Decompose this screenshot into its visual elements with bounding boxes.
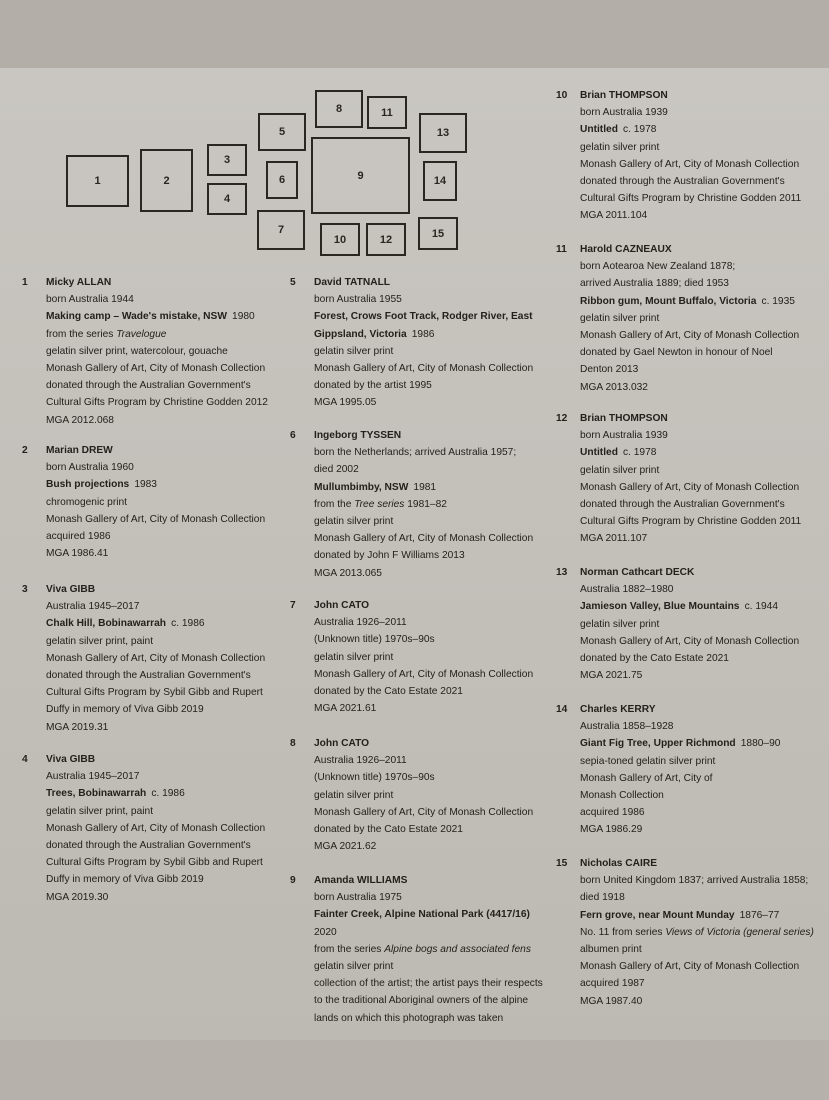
wall-background-bottom — [0, 1040, 829, 1100]
caption-text: gelatin silver print — [314, 960, 394, 972]
diagram-box-10: 10 — [320, 223, 360, 256]
artist-name: Micky ALLAN — [46, 277, 112, 288]
caption-line — [46, 494, 265, 511]
caption-text: donated through the Australian Government's — [46, 669, 251, 681]
caption-text: chromogenic print — [46, 496, 127, 508]
caption-line — [580, 753, 780, 770]
artist-name: Brian THOMPSON — [580, 413, 668, 424]
caption-line — [314, 889, 543, 906]
caption-text: MGA 2011.104 — [580, 210, 648, 222]
caption-text: MGA 2021.61 — [314, 703, 377, 715]
caption-text: acquired 1986 — [580, 807, 645, 819]
caption-line — [314, 975, 543, 992]
caption-line — [314, 343, 533, 360]
diagram-box-8: 8 — [315, 90, 363, 128]
caption-line — [580, 513, 801, 530]
caption-text: acquired 1986 — [46, 530, 111, 542]
caption-line — [580, 462, 801, 479]
caption-line — [314, 804, 533, 821]
caption-line — [46, 889, 265, 906]
series-title: Alpine bogs and associated fens — [384, 943, 531, 955]
caption-line — [314, 683, 533, 700]
caption-line — [46, 719, 265, 736]
artwork-date: c. 1986 — [171, 618, 205, 630]
caption-line — [46, 377, 268, 394]
caption-text: MGA 1986.29 — [580, 824, 643, 836]
caption-line — [580, 941, 814, 958]
caption-line — [46, 308, 268, 325]
caption-text: Denton 2013 — [580, 364, 639, 376]
caption-text: No. 11 from series — [580, 926, 666, 938]
artist-name: Viva GIBB — [46, 754, 96, 765]
caption-line — [46, 633, 265, 650]
caption-text: MGA 2019.30 — [46, 891, 109, 903]
caption-line — [580, 993, 814, 1010]
caption-line — [580, 975, 814, 992]
caption-line — [46, 412, 268, 429]
caption-line — [580, 361, 799, 378]
caption-line — [580, 207, 801, 224]
caption-text: gelatin silver print, paint — [46, 805, 154, 817]
caption-text: Monash Gallery of Art, City of Monash Collection — [46, 822, 266, 834]
caption-line — [580, 427, 801, 444]
caption-line — [314, 838, 533, 855]
caption-line — [580, 121, 801, 138]
caption-line — [580, 735, 780, 752]
caption-line — [580, 530, 801, 547]
caption-text: 2020 — [314, 926, 337, 938]
caption-number: 11 — [556, 244, 567, 255]
caption-line — [314, 769, 533, 786]
caption-line — [580, 444, 801, 461]
artwork-title: Giant Fig Tree, Upper Richmond — [580, 738, 736, 750]
artwork-title: Making camp – Wade's mistake, NSW — [46, 311, 227, 323]
caption-number: 5 — [290, 277, 296, 288]
artwork-date: 1983 — [134, 479, 157, 491]
artwork-date: 1981 — [413, 481, 437, 493]
caption-line — [580, 173, 801, 190]
caption-line — [314, 496, 533, 513]
caption-text: albumen print — [580, 943, 642, 955]
caption-text: gelatin silver print — [580, 312, 660, 324]
caption-line — [314, 565, 533, 582]
caption-line — [314, 666, 533, 683]
artist-name: Viva GIBB — [46, 584, 96, 595]
caption-text: gelatin silver print — [314, 515, 394, 527]
series-title: Tree series — [354, 498, 405, 510]
caption-text: from the series — [46, 328, 117, 340]
artwork-title: Forest, Crows Foot Track, Rodger River, East — [314, 311, 533, 323]
artist-name: Marian DREW — [46, 445, 113, 456]
caption-line — [580, 258, 799, 275]
caption-date: 1981–82 — [404, 498, 447, 510]
artwork-title: Ribbon gum, Mount Buffalo, Victoria — [580, 295, 757, 307]
artist-name: Norman Cathcart DECK — [580, 567, 695, 578]
wall-background-top — [0, 0, 829, 68]
series-title: Travelogue — [116, 328, 167, 340]
caption-text: born Australia 1955 — [314, 294, 402, 306]
artwork-date: c. 1986 — [151, 788, 185, 800]
caption-line — [314, 992, 543, 1009]
artist-name: Nicholas CAIRE — [580, 858, 657, 869]
caption-line — [580, 889, 814, 906]
caption-line — [314, 479, 533, 496]
caption-text: gelatin silver print — [580, 464, 660, 476]
caption-number: 14 — [556, 704, 568, 715]
caption-text: from the series — [314, 943, 385, 955]
caption-text: donated through the Australian Government's — [580, 498, 785, 510]
caption-text: born Australia 1975 — [314, 892, 402, 904]
caption-text: died 2002 — [314, 464, 359, 476]
caption-text: gelatin silver print, watercolour, gouache — [46, 345, 228, 357]
caption-line — [46, 459, 265, 476]
caption-text: born the Netherlands; arrived Australia 1957; — [314, 447, 517, 459]
caption-line — [314, 291, 533, 308]
wall-label-panel — [0, 68, 829, 1040]
caption-line — [46, 394, 268, 411]
caption-text: collection of the artist; the artist pays their respects — [314, 978, 543, 990]
caption-text: MGA 2021.75 — [580, 670, 643, 682]
caption-line — [314, 700, 533, 717]
caption-text: Monash Gallery of Art, City of Monash Collection — [580, 481, 800, 493]
caption-line — [580, 293, 799, 310]
caption-line — [580, 821, 780, 838]
caption-line — [314, 547, 533, 564]
caption-text: Cultural Gifts Program by Christine Godden 2012 — [46, 397, 268, 409]
caption-text: born Australia 1939 — [580, 107, 668, 119]
diagram-box-1: 1 — [66, 155, 129, 207]
caption-text: Duffy in memory of Viva Gibb 2019 — [46, 704, 204, 716]
artwork-date: 1980 — [232, 311, 255, 323]
caption-text: from the — [314, 498, 355, 510]
caption-number: 9 — [290, 875, 296, 886]
caption-text: donated by the Cato Estate 2021 — [314, 685, 463, 697]
caption-number: 12 — [556, 413, 568, 424]
diagram-box-7: 7 — [257, 210, 305, 250]
caption-line — [46, 511, 265, 528]
caption-number: 6 — [290, 430, 296, 441]
caption-line — [314, 649, 533, 666]
caption-line — [46, 871, 265, 888]
caption-number: 2 — [22, 445, 28, 456]
artwork-date: c. 1978 — [623, 447, 657, 459]
caption-line — [580, 156, 801, 173]
caption-text: Monash Gallery of Art, City of Monash Collection — [580, 329, 800, 341]
caption-text: MGA 1986.41 — [46, 548, 109, 560]
caption-line — [580, 667, 799, 684]
caption-line — [314, 360, 533, 377]
caption-line — [46, 701, 265, 718]
diagram-box-6: 6 — [266, 161, 298, 199]
caption-text: gelatin silver print, paint — [46, 635, 154, 647]
caption-line — [580, 581, 799, 598]
caption-line — [580, 190, 801, 207]
caption-line — [46, 837, 265, 854]
caption-line — [580, 633, 799, 650]
caption-number: 8 — [290, 738, 296, 749]
diagram-box-5: 5 — [258, 113, 306, 151]
artwork-title: Untitled — [580, 447, 618, 459]
caption-line — [46, 820, 265, 837]
caption-text: Monash Gallery of Art, City of Monash Collection — [580, 158, 800, 170]
diagram-box-12: 12 — [366, 223, 406, 256]
caption-line — [580, 327, 799, 344]
caption-text: Monash Gallery of Art, City of Monash Collection — [314, 533, 534, 545]
caption-text: Cultural Gifts Program by Sybil Gibb and Rupert — [46, 687, 263, 699]
caption-line — [314, 394, 533, 411]
caption-text: born Australia 1944 — [46, 294, 134, 306]
caption-line — [580, 496, 801, 513]
caption-line — [46, 326, 268, 343]
caption-text: arrived Australia 1889; died 1953 — [580, 278, 729, 290]
caption-text: Australia 1945–2017 — [46, 601, 140, 613]
caption-text: Monash Gallery of Art, City of — [580, 772, 713, 784]
caption-line — [46, 598, 265, 615]
caption-text: Cultural Gifts Program by Sybil Gibb and Rupert — [46, 857, 263, 869]
caption-line — [580, 344, 799, 361]
caption-text: MGA 2013.032 — [580, 381, 648, 393]
caption-text: lands on which this photograph was taken — [314, 1012, 504, 1024]
artwork-date: 1986 — [411, 328, 435, 340]
caption-line — [314, 821, 533, 838]
caption-line — [46, 785, 265, 802]
caption-line — [314, 326, 533, 343]
caption-text: born Australia 1960 — [46, 462, 134, 474]
caption-text: sepia-toned gelatin silver print — [580, 755, 716, 767]
caption-line — [314, 513, 533, 530]
artwork-date: 1876–77 — [739, 909, 780, 921]
caption-line — [314, 444, 533, 461]
caption-text: died 1918 — [580, 892, 625, 904]
caption-line — [46, 476, 265, 493]
artist-name: David TATNALL — [314, 277, 391, 288]
artwork-title: Fainter Creek, Alpine National Park (4417/16) — [314, 909, 530, 921]
artwork-title: Chalk Hill, Bobinawarrah — [46, 618, 167, 630]
caption-text: born Aotearoa New Zealand 1878; — [580, 261, 736, 273]
caption-number: 7 — [290, 600, 296, 611]
caption-text: Australia 1926–2011 — [314, 755, 407, 767]
artwork-title: Jamieson Valley, Blue Mountains — [580, 601, 740, 613]
caption-line — [46, 528, 265, 545]
artwork-title: Trees, Bobinawarrah — [46, 788, 147, 800]
caption-line — [580, 379, 799, 396]
caption-line — [580, 718, 780, 735]
caption-line — [46, 667, 265, 684]
caption-line — [580, 770, 780, 787]
caption-text: MGA 2013.065 — [314, 567, 382, 579]
caption-line — [580, 616, 799, 633]
caption-line — [314, 787, 533, 804]
artist-name: Brian THOMPSON — [580, 90, 668, 101]
diagram-box-4: 4 — [207, 183, 247, 215]
caption-line — [580, 139, 801, 156]
caption-number: 10 — [556, 90, 568, 101]
caption-line — [580, 787, 780, 804]
artist-name: Ingeborg TYSSEN — [314, 430, 402, 441]
caption-line — [314, 308, 533, 325]
artist-name: Harold CAZNEAUX — [580, 244, 672, 255]
artwork-title: Fern grove, near Mount Munday — [580, 909, 735, 921]
caption-line — [580, 275, 799, 292]
caption-line — [580, 804, 780, 821]
artwork-title: Untitled — [580, 124, 618, 136]
caption-line — [46, 360, 268, 377]
caption-text: Australia 1882–1980 — [580, 584, 674, 596]
caption-line — [314, 614, 533, 631]
artwork-title: Bush projections — [46, 479, 130, 491]
caption-number: 15 — [556, 858, 568, 869]
caption-line — [314, 941, 543, 958]
caption-text: MGA 2019.31 — [46, 721, 109, 733]
caption-text: gelatin silver print — [580, 141, 660, 153]
artist-name: John CATO — [314, 600, 370, 611]
caption-text: Monash Gallery of Art, City of Monash Collection — [314, 806, 534, 818]
diagram-box-13: 13 — [419, 113, 467, 153]
series-title: Views of Victoria (general series) — [665, 926, 814, 938]
caption-text: MGA 2011.107 — [580, 533, 648, 545]
caption-line — [314, 906, 543, 923]
caption-number: 13 — [556, 567, 568, 578]
caption-line — [580, 104, 801, 121]
caption-line — [314, 377, 533, 394]
caption-text: (Unknown title) 1970s–90s — [314, 772, 435, 784]
caption-line — [314, 752, 533, 769]
caption-text: acquired 1987 — [580, 978, 645, 990]
artwork-title: Mullumbimby, NSW — [314, 481, 409, 493]
caption-text: to the traditional Aboriginal owners of the alpine — [314, 995, 529, 1007]
caption-text: MGA 2012.068 — [46, 414, 114, 426]
caption-text: Monash Gallery of Art, City of Monash Collection — [580, 961, 800, 973]
diagram-box-14: 14 — [423, 161, 457, 201]
caption-line — [580, 598, 799, 615]
caption-text: Monash Gallery of Art, City of Monash Collection — [46, 362, 266, 374]
caption-line — [314, 958, 543, 975]
caption-text: donated by Gael Newton in honour of Noel — [580, 347, 773, 359]
caption-line — [580, 479, 801, 496]
caption-line — [580, 872, 814, 889]
caption-line — [46, 291, 268, 308]
caption-text: donated by the artist 1995 — [314, 380, 432, 392]
caption-text: MGA 1987.40 — [580, 995, 643, 1007]
caption-text: Monash Gallery of Art, City of Monash Collection — [580, 635, 800, 647]
caption-line — [580, 907, 814, 924]
caption-text: gelatin silver print — [314, 651, 394, 663]
caption-line — [314, 530, 533, 547]
caption-text: gelatin silver print — [314, 789, 394, 801]
diagram-box-9: 9 — [311, 137, 410, 214]
caption-line — [580, 310, 799, 327]
artwork-date: c. 1978 — [623, 124, 657, 136]
caption-text: gelatin silver print — [580, 618, 660, 630]
caption-text: Duffy in memory of Viva Gibb 2019 — [46, 874, 204, 886]
caption-text: donated through the Australian Government's — [46, 380, 251, 392]
caption-text: Monash Gallery of Art, City of Monash Collection — [314, 668, 534, 680]
caption-line — [46, 768, 265, 785]
caption-text: Cultural Gifts Program by Christine Godden 2011 — [580, 193, 802, 205]
caption-text: donated by the Cato Estate 2021 — [580, 652, 729, 664]
artwork-date: 1880–90 — [740, 738, 781, 750]
caption-number: 3 — [22, 584, 28, 595]
caption-text: donated by the Cato Estate 2021 — [314, 823, 463, 835]
diagram-box-11: 11 — [367, 96, 407, 129]
caption-line — [314, 1010, 543, 1027]
caption-text: Monash Gallery of Art, City of Monash Collection — [314, 362, 534, 374]
caption-text: Australia 1858–1928 — [580, 721, 674, 733]
caption-line — [580, 958, 814, 975]
caption-line — [580, 650, 799, 667]
caption-text: Monash Gallery of Art, City of Monash Collection — [46, 652, 266, 664]
caption-line — [46, 854, 265, 871]
caption-text: Monash Collection — [580, 789, 664, 801]
caption-line — [314, 461, 533, 478]
caption-text: donated through the Australian Government's — [580, 175, 785, 187]
caption-text: Monash Gallery of Art, City of Monash Collection — [46, 513, 266, 525]
caption-line — [46, 684, 265, 701]
caption-text: MGA 1995.05 — [314, 397, 377, 409]
caption-text: gelatin silver print — [314, 345, 394, 357]
caption-number: 4 — [22, 754, 28, 765]
caption-line — [580, 924, 814, 941]
caption-text: donated by John F Williams 2013 — [314, 550, 465, 562]
diagram-box-15: 15 — [418, 217, 458, 250]
caption-line — [46, 803, 265, 820]
diagram-box-2: 2 — [140, 149, 193, 212]
caption-text: Australia 1926–2011 — [314, 617, 407, 629]
artwork-title: Gippsland, Victoria — [314, 328, 407, 340]
caption-line — [46, 545, 265, 562]
artist-name: John CATO — [314, 738, 370, 749]
caption-number: 1 — [22, 277, 28, 288]
caption-text: Australia 1945–2017 — [46, 771, 140, 783]
artist-name: Charles KERRY — [580, 704, 656, 715]
caption-text: donated through the Australian Government's — [46, 839, 251, 851]
caption-text: Cultural Gifts Program by Christine Godden 2011 — [580, 516, 802, 528]
caption-text: MGA 2021.62 — [314, 841, 377, 853]
caption-line — [46, 615, 265, 632]
caption-line — [46, 650, 265, 667]
caption-line — [314, 631, 533, 648]
caption-text: born Australia 1939 — [580, 430, 668, 442]
caption-text: (Unknown title) 1970s–90s — [314, 634, 435, 646]
caption-line — [46, 343, 268, 360]
caption-text: born United Kingdom 1837; arrived Australia 1858; — [580, 875, 809, 887]
artist-name: Amanda WILLIAMS — [314, 875, 408, 886]
diagram-box-3: 3 — [207, 144, 247, 176]
artwork-date: c. 1944 — [744, 601, 778, 613]
artwork-date: c. 1935 — [761, 295, 795, 307]
caption-line — [314, 924, 543, 941]
